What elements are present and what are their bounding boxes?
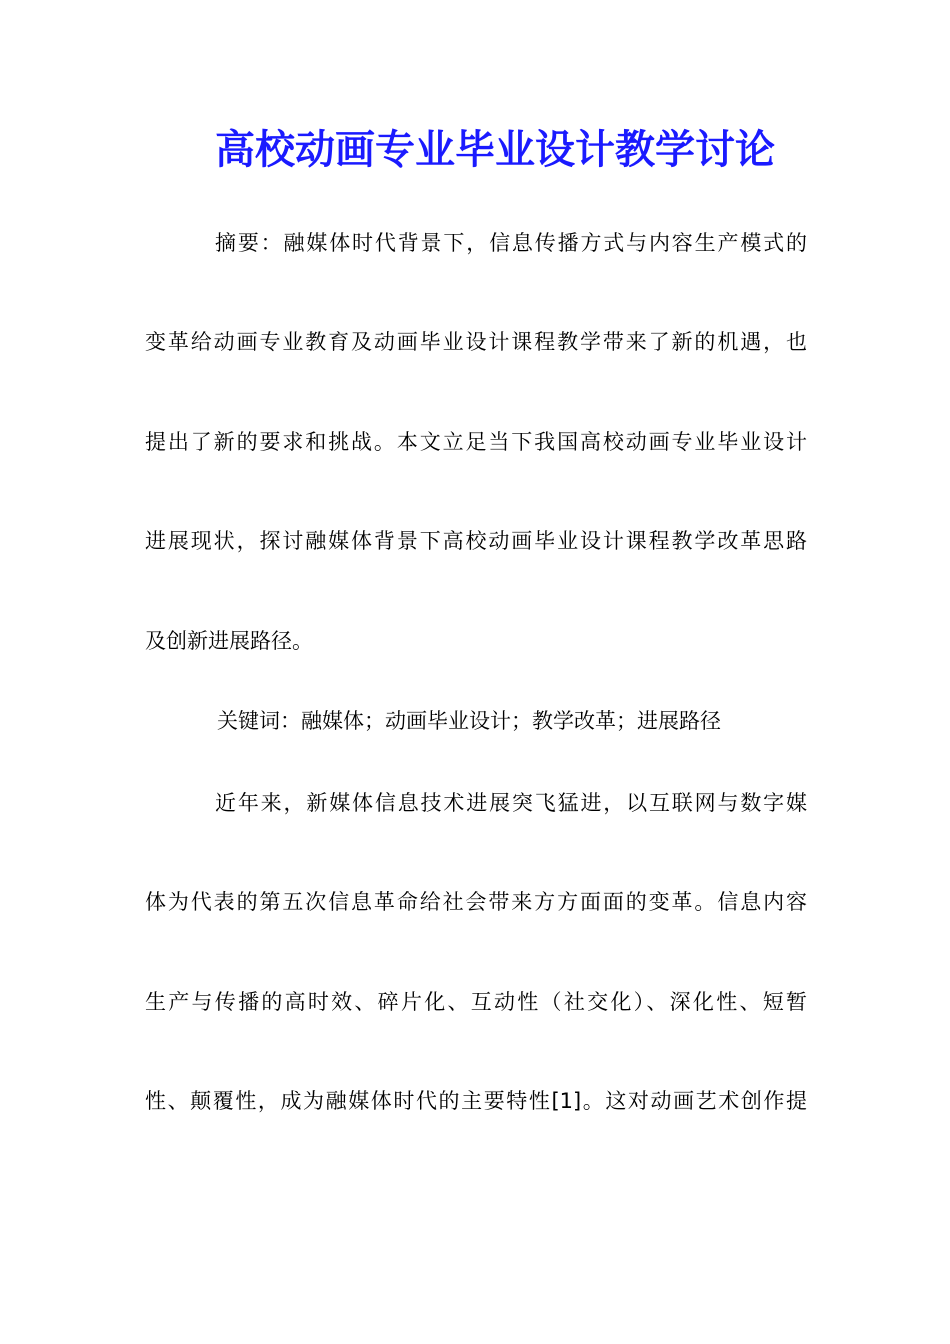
body-line-3: 生产与传播的高时效、碎片化、互动性（社交化）、深化性、短暂 <box>145 990 807 1014</box>
abstract-line-1: 摘要：融媒体时代背景下，信息传播方式与内容生产模式的 <box>215 231 807 255</box>
document-title: 高校动画专业毕业设计教学讨论 <box>215 126 775 173</box>
abstract-line-5: 及创新进展路径。 <box>145 629 313 653</box>
body-line-2: 体为代表的第五次信息革命给社会带来方方面面的变革。信息内容 <box>145 890 807 914</box>
abstract-line-3: 提出了新的要求和挑战。本文立足当下我国高校动画专业毕业设计 <box>145 430 807 454</box>
keywords-line: 关键词：融媒体；动画毕业设计；教学改革；进展路径 <box>217 709 721 733</box>
abstract-line-4: 进展现状，探讨融媒体背景下高校动画毕业设计课程教学改革思路 <box>145 529 807 553</box>
body-line-1: 近年来，新媒体信息技术进展突飞猛进，以互联网与数字媒 <box>215 791 807 815</box>
abstract-line-2: 变革给动画专业教育及动画毕业设计课程教学带来了新的机遇，也 <box>145 330 807 354</box>
body-line-4: 性、颠覆性，成为融媒体时代的主要特性[1]。这对动画艺术创作提 <box>145 1089 807 1113</box>
